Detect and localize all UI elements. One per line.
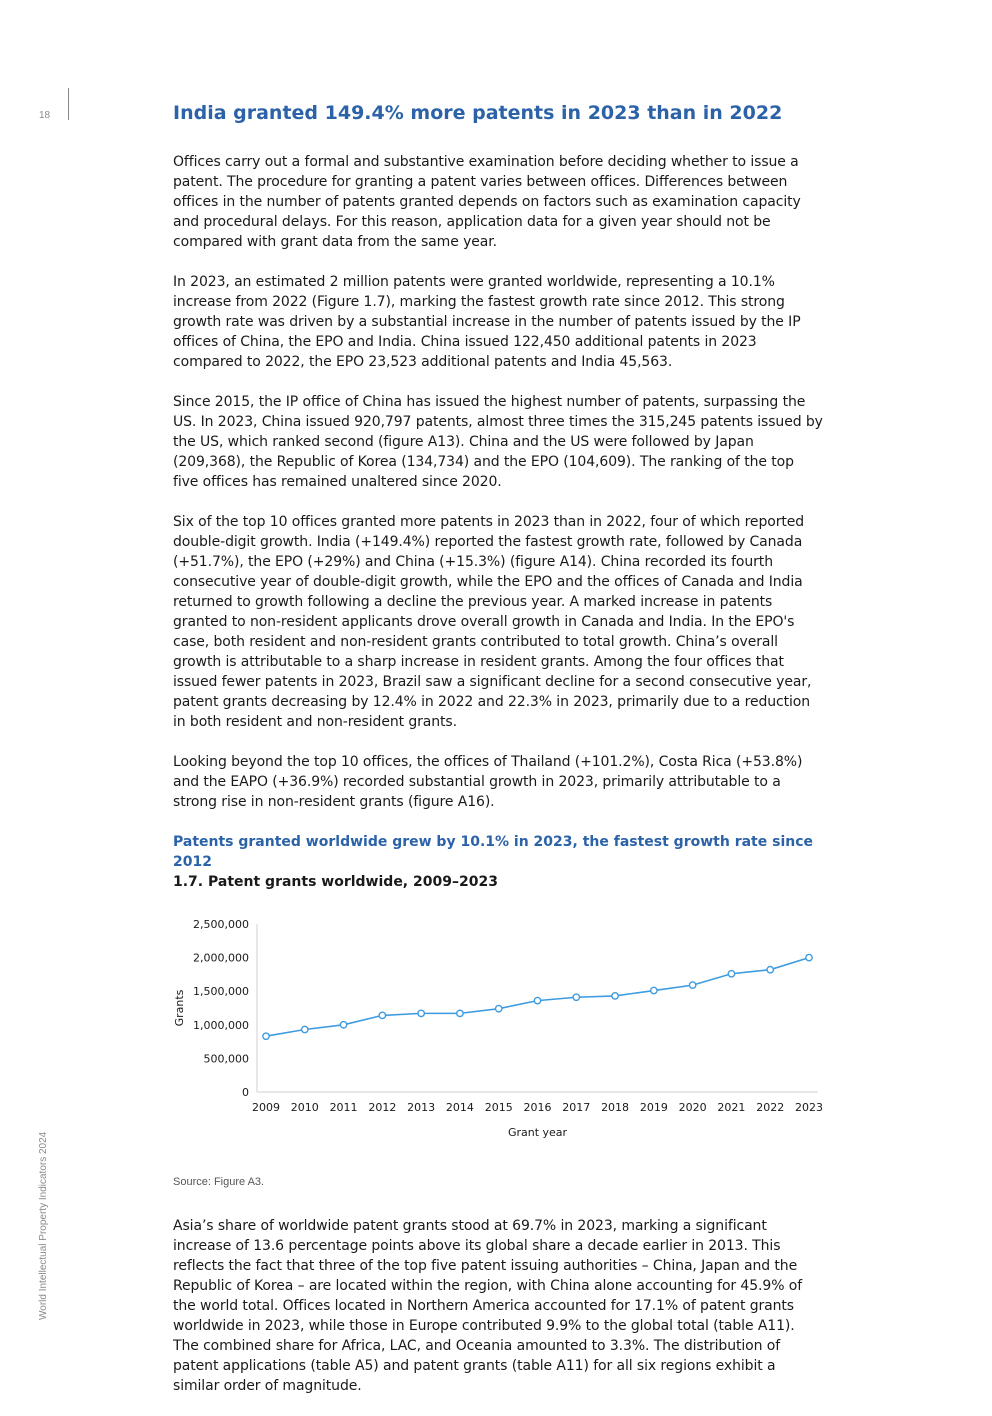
running-footer-title: World Intellectual Property Indicators 2024 <box>38 1131 49 1320</box>
data-point <box>263 1033 269 1039</box>
y-tick-label: 500,000 <box>203 1052 249 1066</box>
patent-grants-chart <box>173 910 833 1150</box>
x-tick-label: 2009 <box>252 1101 280 1114</box>
x-tick-label: 2015 <box>484 1101 513 1114</box>
x-tick-label: 2018 <box>601 1101 630 1114</box>
paragraph-1: Offices carry out a formal and substantive examination before deciding whether to issue a patent. The procedure for granting a patent varies between offices. Differences between offices in the number of patents granted depends on factors such as examination capacity and procedural delays. For this reason, application data for a given year should not be compared with grant data from the same year. <box>173 154 801 250</box>
paragraph-4: Six of the top 10 offices granted more patents in 2023 than in 2022, four of which reported double-digit growth. India (+149.4%) reported the fastest growth rate, followed by Canada (+51.7%), the EPO (+29%) and China (+15.3%) (figure A14). China recorded its fourth consecutive year of double-digit growth, while the EPO and the offices of Canada and India returned to growth following a decline the previous year. A marked increase in patents granted to non-resident applicants drove overall growth in Canada and India. In the EPO's case, both resident and non-resident grants contributed to total growth. China’s overall growth is attributable to a sharp increase in resident grants. Among the four offices that issued fewer patents in 2023, Brazil saw a significant decline for a second consecutive year, patent grants decreasing by 12.4% in 2022 and 22.3% in 2023, primarily due to a reduction in both resident and non-resident grants. <box>173 514 812 730</box>
data-point <box>689 982 695 988</box>
data-point <box>728 971 734 977</box>
x-tick-label: 2014 <box>445 1101 474 1114</box>
x-tick-label: 2012 <box>368 1101 397 1114</box>
x-axis-ticks <box>252 1101 823 1114</box>
main-content <box>173 100 823 1416</box>
figure-source: Source: Figure A3. <box>173 1176 265 1188</box>
x-tick-label: 2016 <box>523 1101 552 1114</box>
data-point <box>302 1026 308 1032</box>
section-heading: India granted 149.4% more patents in 2023 than in 2022 <box>173 102 783 124</box>
series-grants <box>263 954 812 1039</box>
margin-rule <box>68 88 69 120</box>
chart-container <box>173 910 833 1150</box>
x-tick-label: 2023 <box>795 1101 823 1114</box>
x-axis-label: Grant year <box>507 1126 568 1139</box>
data-point <box>496 1005 502 1011</box>
y-tick-label: 2,500,000 <box>193 918 249 931</box>
figure-title: 1.7. Patent grants worldwide, 2009–2023 <box>173 874 498 890</box>
y-tick-label: 2,000,000 <box>193 951 249 965</box>
x-tick-label: 2011 <box>329 1101 358 1114</box>
x-tick-label: 2021 <box>717 1101 746 1114</box>
data-point <box>379 1012 385 1018</box>
x-tick-label: 2010 <box>290 1101 319 1114</box>
data-point <box>534 997 540 1003</box>
data-point <box>340 1022 346 1028</box>
data-point <box>418 1010 424 1016</box>
closing-paragraph: Asia’s share of worldwide patent grants stood at 69.7% in 2023, marking a significant increase of 13.6 percentage points above its global share a decade earlier in 2013. This reflects the fact that three of the top five patent issuing authorities – China, Japan and the Republic of Korea – are located within the region, with China alone accounting for 45.9% of the world total. Offices located in Northern America accounted for 17.1% of patent grants worldwide in 2023, while those in Europe contributed 9.9% to the global total (table A11). The combined share for Africa, LAC, and Oceania amounted to 3.3%. The distribution of patent applications (table A5) and patent grants (table A11) for all six regions exhibit a similar order of magnitude. <box>173 1218 803 1394</box>
y-tick-label: 0 <box>242 1086 249 1099</box>
data-point <box>806 954 812 960</box>
paragraph-2: In 2023, an estimated 2 million patents were granted worldwide, representing a 10.1% increase from 2022 (Figure 1.7), marking the fastest growth rate since 2012. This strong growth rate was driven by a substantial increase in the number of patents issued by the IP offices of China, the EPO and India. China issued 122,450 additional patents in 2023 compared to 2022, the EPO 23,523 additional patents and India 45,563. <box>173 274 801 370</box>
data-point <box>767 966 773 972</box>
x-tick-label: 2020 <box>678 1101 707 1114</box>
x-tick-label: 2022 <box>756 1101 785 1114</box>
y-axis-ticks <box>193 918 249 1099</box>
y-tick-label: 1,000,000 <box>193 1018 249 1032</box>
data-point <box>457 1010 463 1016</box>
page-number: 18 <box>39 110 51 121</box>
x-tick-label: 2017 <box>562 1101 591 1114</box>
figure-headline: Patents granted worldwide grew by 10.1% in 2023, the fastest growth rate since 2012 <box>173 834 814 870</box>
x-tick-label: 2019 <box>639 1101 668 1114</box>
data-point <box>612 993 618 999</box>
paragraph-5: Looking beyond the top 10 offices, the offices of Thailand (+101.2%), Costa Rica (+53.8%) and the EAPO (+36.9%) recorded substantial growth in 2023, primarily attributable to a strong rise in non-resident grants (figure A16). <box>173 754 803 810</box>
data-point <box>573 994 579 1000</box>
chart-axes <box>257 924 818 1092</box>
data-point <box>651 987 657 993</box>
y-axis-label: Grants <box>173 989 186 1027</box>
y-tick-label: 1,500,000 <box>193 985 249 999</box>
x-tick-label: 2013 <box>407 1101 436 1114</box>
paragraph-3: Since 2015, the IP office of China has issued the highest number of patents, surpassing the US. In 2023, China issued 920,797 patents, almost three times the 315,245 patents issued by the US, which ranked second (figure A13). China and the US were followed by Japan (209,368), the Republic of Korea (134,734) and the EPO (104,609). The ranking of the top five offices has remained unaltered since 2020. <box>173 394 823 490</box>
